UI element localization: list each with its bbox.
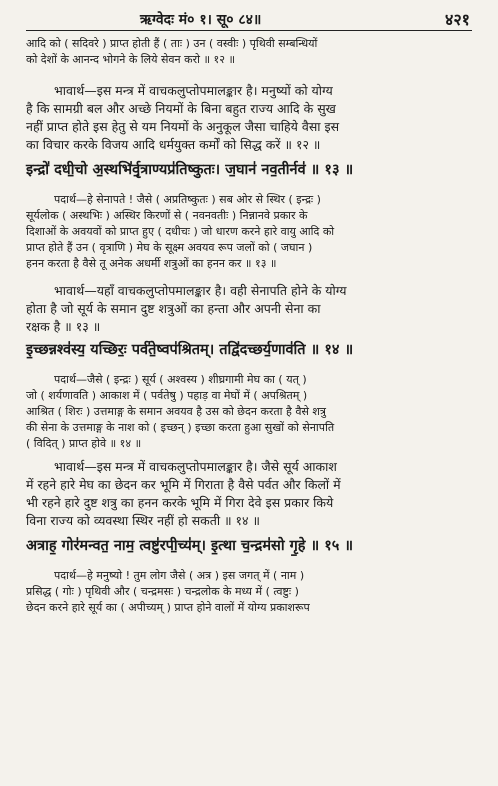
mantra-13 [26, 160, 472, 180]
text-line: सूर्यलोक ( अस्थभिः ) अस्थिर किरणों से ( नवनवतीः ) निन्नानवे प्रकार के [26, 209, 308, 222]
text-line: में रहने हारे मेघ का छेदन कर भूमि में गिराता है वैसे पर्वत और किलों में [26, 477, 341, 492]
running-head: ऋग्वेदः मं० १। सू० ८४॥ [140, 12, 262, 28]
text-line: ( विदित् ) प्राप्त होवे ॥ १४ ॥ [26, 437, 142, 450]
text-line: छेदन करने हारे सूर्य का ( अपीच्यम् ) प्राप्त होने वालों में योग्य प्रकाशरूप [26, 601, 310, 614]
text-line: हनन करता है वैसे तू अनेक अधर्मी शत्रुओं का हनन कर ॥ १३ ॥ [26, 257, 277, 270]
text-line: विना राज्य को व्यवस्था स्थिर नहीं हो सकती ॥ १४ ॥ [26, 513, 261, 528]
text-line: पदार्थ—हे सेनापते ! जैसे ( अप्रतिष्कुतः ) सब ओर से स्थिर ( इन्द्रः ) [54, 193, 321, 206]
text-line: भी रहने हारे दुष्ट शत्रु का हनन करके भूमि में गिरा देवे इस प्रकार किये [26, 495, 334, 510]
text-line: नहीं प्राप्त होते इस हेतु से यम नियमों के अनुकूल जैसा चाहिये वैसा इस [26, 119, 340, 134]
text-line: आश्रित ( शिरः ) उत्तमाङ्ग के समान अवयव है उस को छेदन करता है वैसे शत्रु [26, 405, 326, 418]
gloss-block-15 [26, 568, 472, 616]
text-line: भावार्थ—इस मन्त्र में वाचकलुप्तोपमालङ्कार है। जैसे सूर्य आकाश [54, 459, 337, 474]
header-rule [26, 30, 472, 31]
text-line: पदार्थ—जैसे ( इन्द्रः ) सूर्य ( अश्वस्य ) शीघ्रगामी मेघ का ( यत् ) [54, 373, 307, 386]
text-line: पदार्थ—हे मनुष्यो ! तुम लोग जैसे ( अत्र ) इस जगत् में ( नाम ) [54, 569, 305, 582]
text-line: की सेना के उत्तमाङ्ग के नाश को ( इच्छन् ) इच्छा करता हुआ सुखों को सेनापति [26, 421, 335, 434]
text-line: रक्षक है ॥ १३ ॥ [26, 319, 101, 334]
mantra-line: अत्राह॒ गोर॑मन्वत॒ नाम॒ त्वष्टु॑रपी॒च्य॑म्। इ॒त्था च॒न्द्रम॑सो गृ॒हे ॥ १५ ॥ [26, 537, 354, 554]
mantra-14 [26, 340, 472, 360]
bhavartha-block-12 [26, 82, 472, 154]
gloss-block-12-end [26, 36, 472, 68]
page-header [0, 8, 498, 30]
bhavartha-block-13 [26, 282, 472, 336]
text-line: का विचार करके विजय आदि धर्मयुक्त कर्मों को सिद्ध करें ॥ १२ ॥ [26, 137, 321, 152]
text-line: है कि सामग्री बल और अच्छे नियमों के बिना बहुत राज्य आदि के सुख [26, 101, 336, 116]
text-line: भावार्थ—इस मन्त्र में वाचकलुप्तोपमालङ्कार है। मनुष्यों को योग्य [54, 83, 333, 98]
text-line: प्रसिद्ध ( गोः ) पृथिवी और ( चन्द्रमसः ) चन्द्रलोक के मध्य में ( त्वष्टुः ) [26, 585, 299, 598]
mantra-line: इन्द्रो॑ दधी॒चो अ॒स्थभि॑र्वृ॒त्राण्यप्र॑तिष्कुतः। ज॒घान॑ नव॒तीर्नव॑ ॥ १३ ॥ [26, 161, 354, 178]
text-line: प्राप्त होते हैं उन ( वृत्राणि ) मेघ के सूक्ष्म अवयव रूप जलों को ( जघान ) [26, 241, 313, 254]
text-line: होता है जो सूर्य के समान दुष्ट शत्रुओं का हन्ता और अपनी सेना का [26, 301, 321, 316]
text-line: आदि को ( सदिवरे ) प्राप्त होती हैं ( ताः ) उन ( वस्वीः ) पृथिवी सम्बन्धियों [26, 37, 318, 50]
text-line: भावार्थ—यहाँ वाचकलुप्तोपमालङ्कार है। वही सेनापति होने के योग्य [54, 283, 347, 298]
gloss-block-13 [26, 192, 472, 272]
page-number: ४२१ [445, 10, 470, 29]
mantra-line: इ॒च्छन्नश्व॑स्य॒ यच्छिरः॒ पर्व॑ते॒ष्वप॑श्रितम्। तद्वि॑दच्छर्य॒णाव॑ति ॥ १४ ॥ [26, 341, 354, 358]
text-line: दिशाओं के अवयवों को प्राप्त हुए ( दधीचः ) जो धारण करने हारे वायु आदि को [26, 225, 335, 238]
mantra-15 [26, 536, 472, 556]
text-line: को देशों के आनन्द भोगने के लिये सेवन करो ॥ १२ ॥ [26, 53, 236, 66]
bhavartha-block-14 [26, 458, 472, 530]
gloss-block-14 [26, 372, 472, 452]
text-line: जो ( शर्यणावति ) आकाश में ( पर्वतेषु ) पहाड़ वा मेघों में ( अपश्रितम् ) [26, 389, 308, 402]
